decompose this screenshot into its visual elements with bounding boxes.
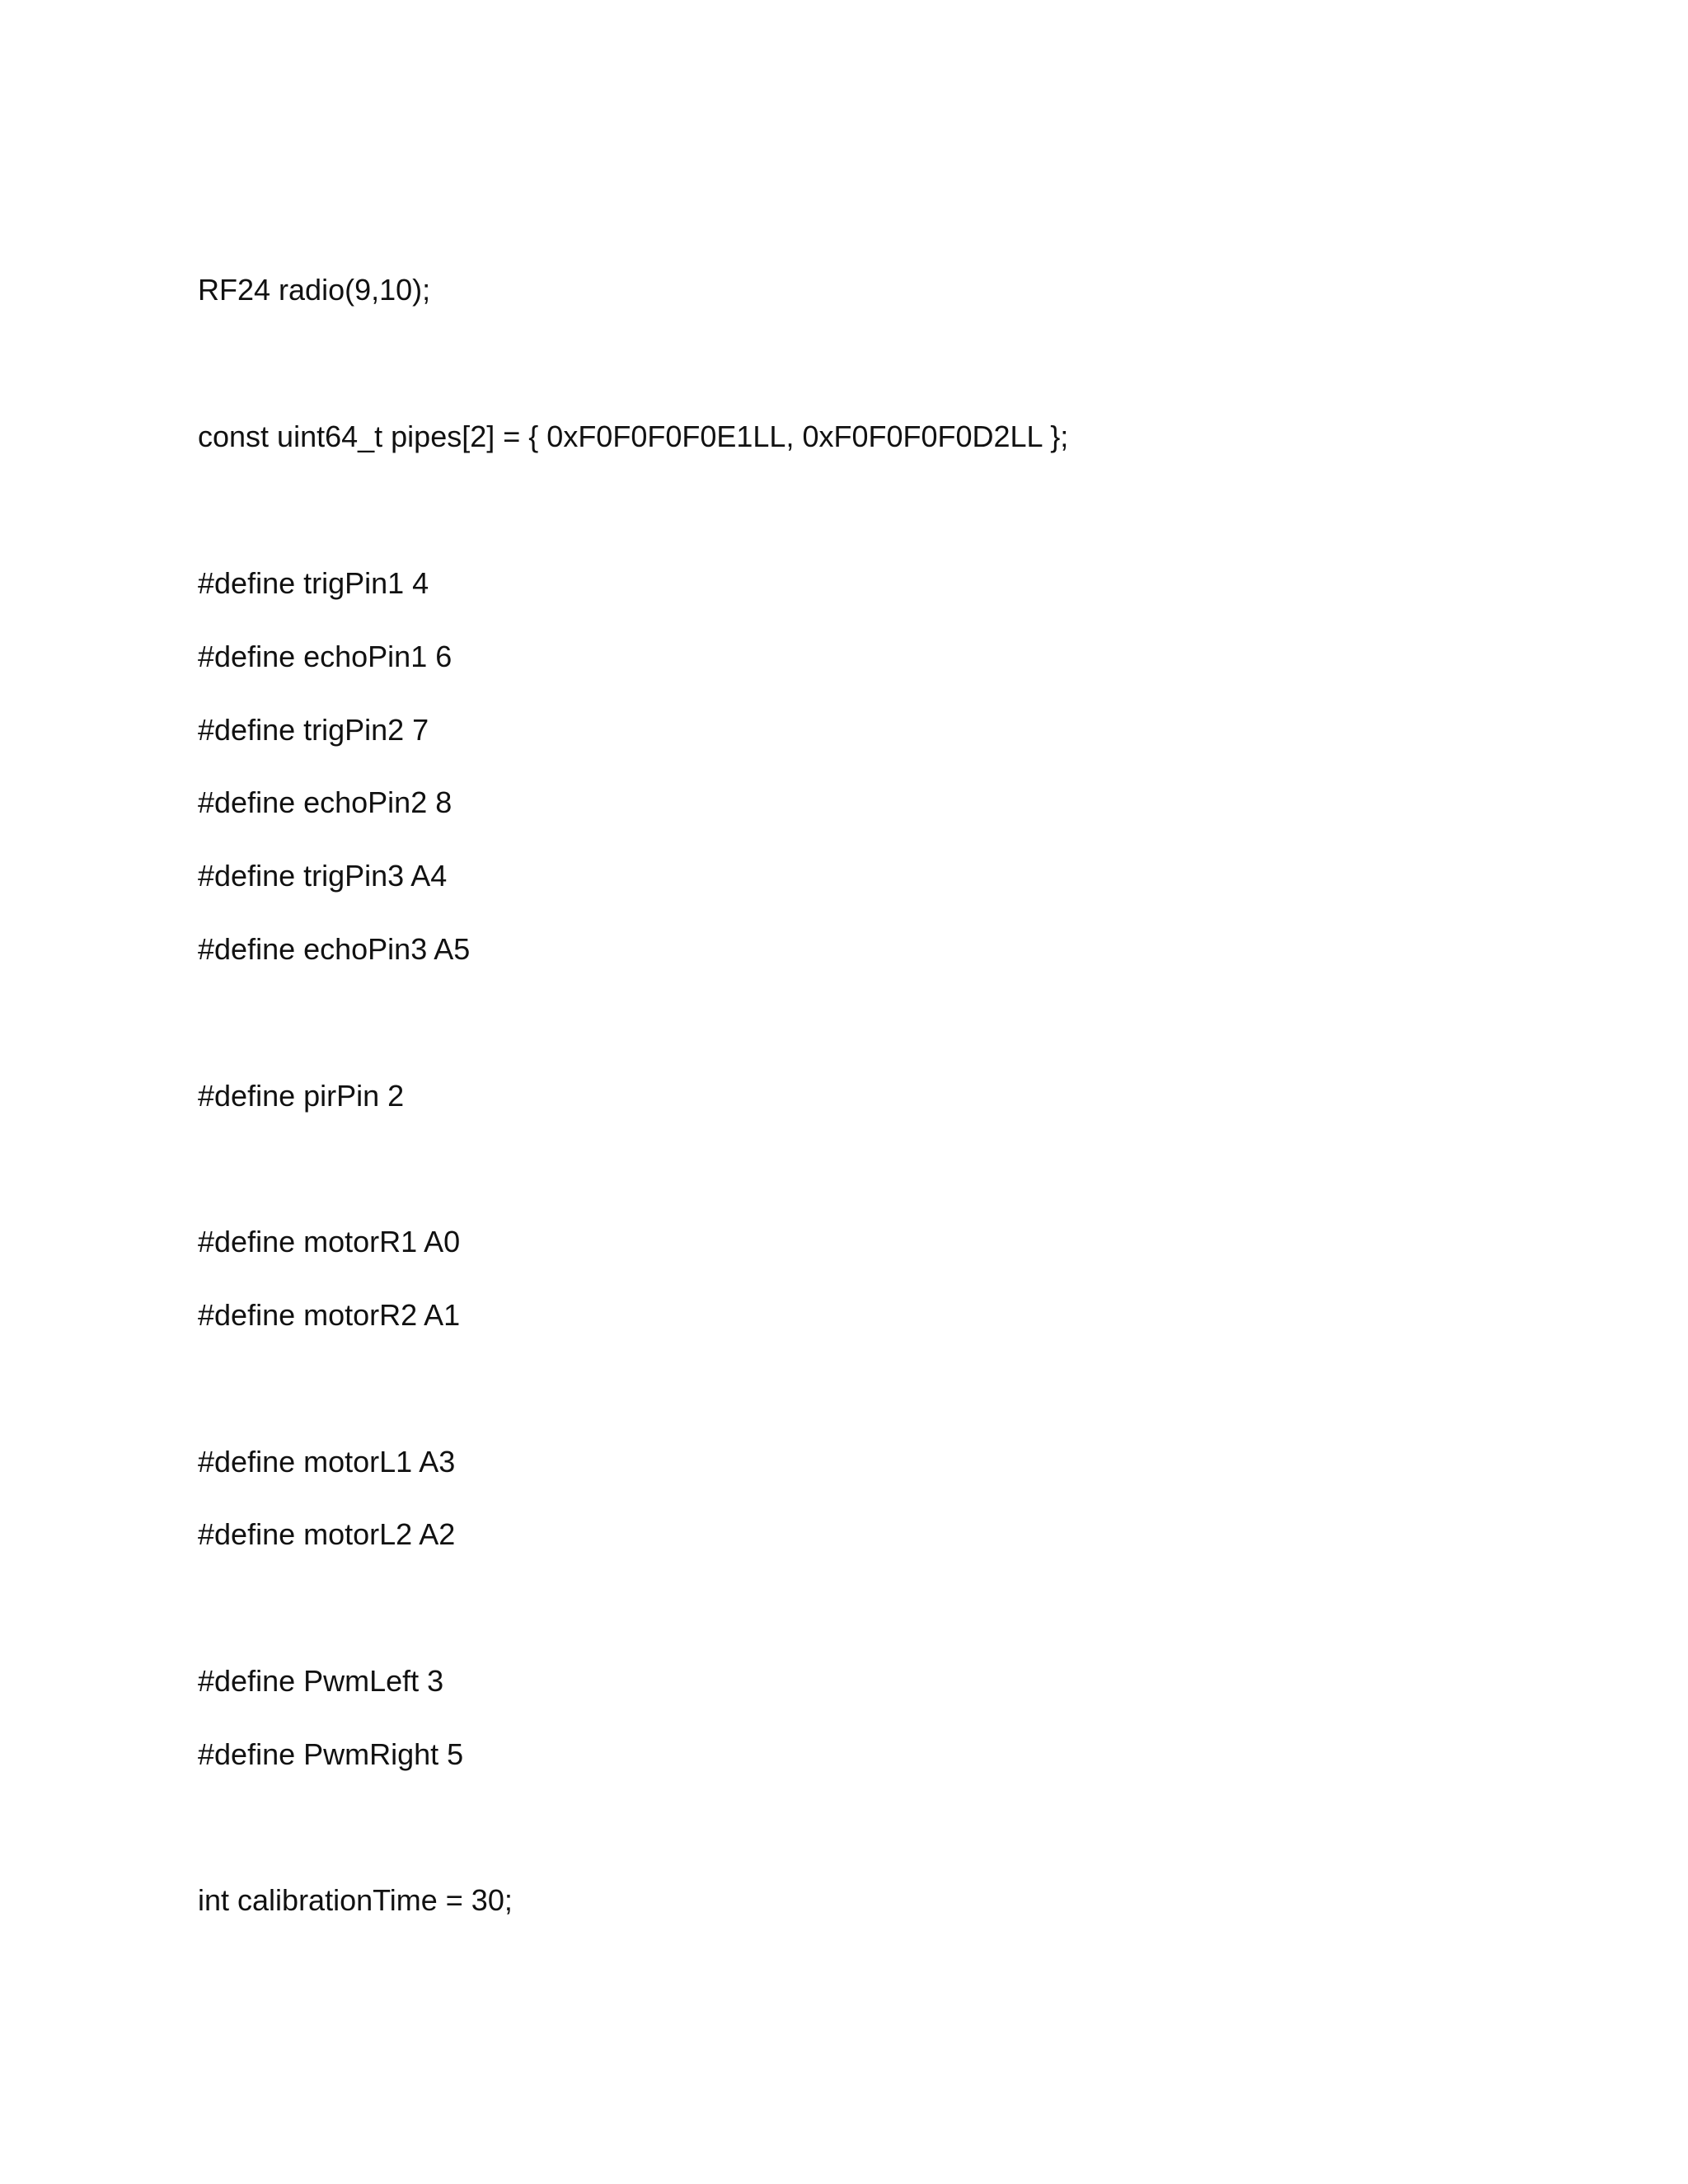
code-line-pirpin: #define pirPin 2 (198, 1079, 405, 1113)
code-line-radio: RF24 radio(9,10); (198, 273, 431, 307)
code-line-motorr1: #define motorR1 A0 (198, 1225, 461, 1258)
code-line-echopin2: #define echoPin2 8 (198, 785, 452, 819)
code-line-calibrationtime: int calibrationTime = 30; (198, 1883, 513, 1917)
code-line-trigpin1: #define trigPin1 4 (198, 566, 429, 600)
code-line-pwmleft: #define PwmLeft 3 (198, 1664, 444, 1698)
code-line-motorr2: #define motorR2 A1 (198, 1298, 461, 1332)
code-line-echopin1: #define echoPin1 6 (198, 640, 452, 673)
code-line-motorl2: #define motorL2 A2 (198, 1517, 456, 1551)
code-line-pipes: const uint64_t pipes[2] = { 0xF0F0F0F0E1LL, 0xF0F0F0F0D2LL }; (198, 419, 1069, 453)
code-line-trigpin2: #define trigPin2 7 (198, 713, 429, 747)
code-line-pwmright: #define PwmRight 5 (198, 1737, 464, 1771)
code-line-echopin3: #define echoPin3 A5 (198, 932, 471, 966)
code-line-trigpin3: #define trigPin3 A4 (198, 859, 448, 893)
code-line-motorl1: #define motorL1 A3 (198, 1445, 456, 1479)
